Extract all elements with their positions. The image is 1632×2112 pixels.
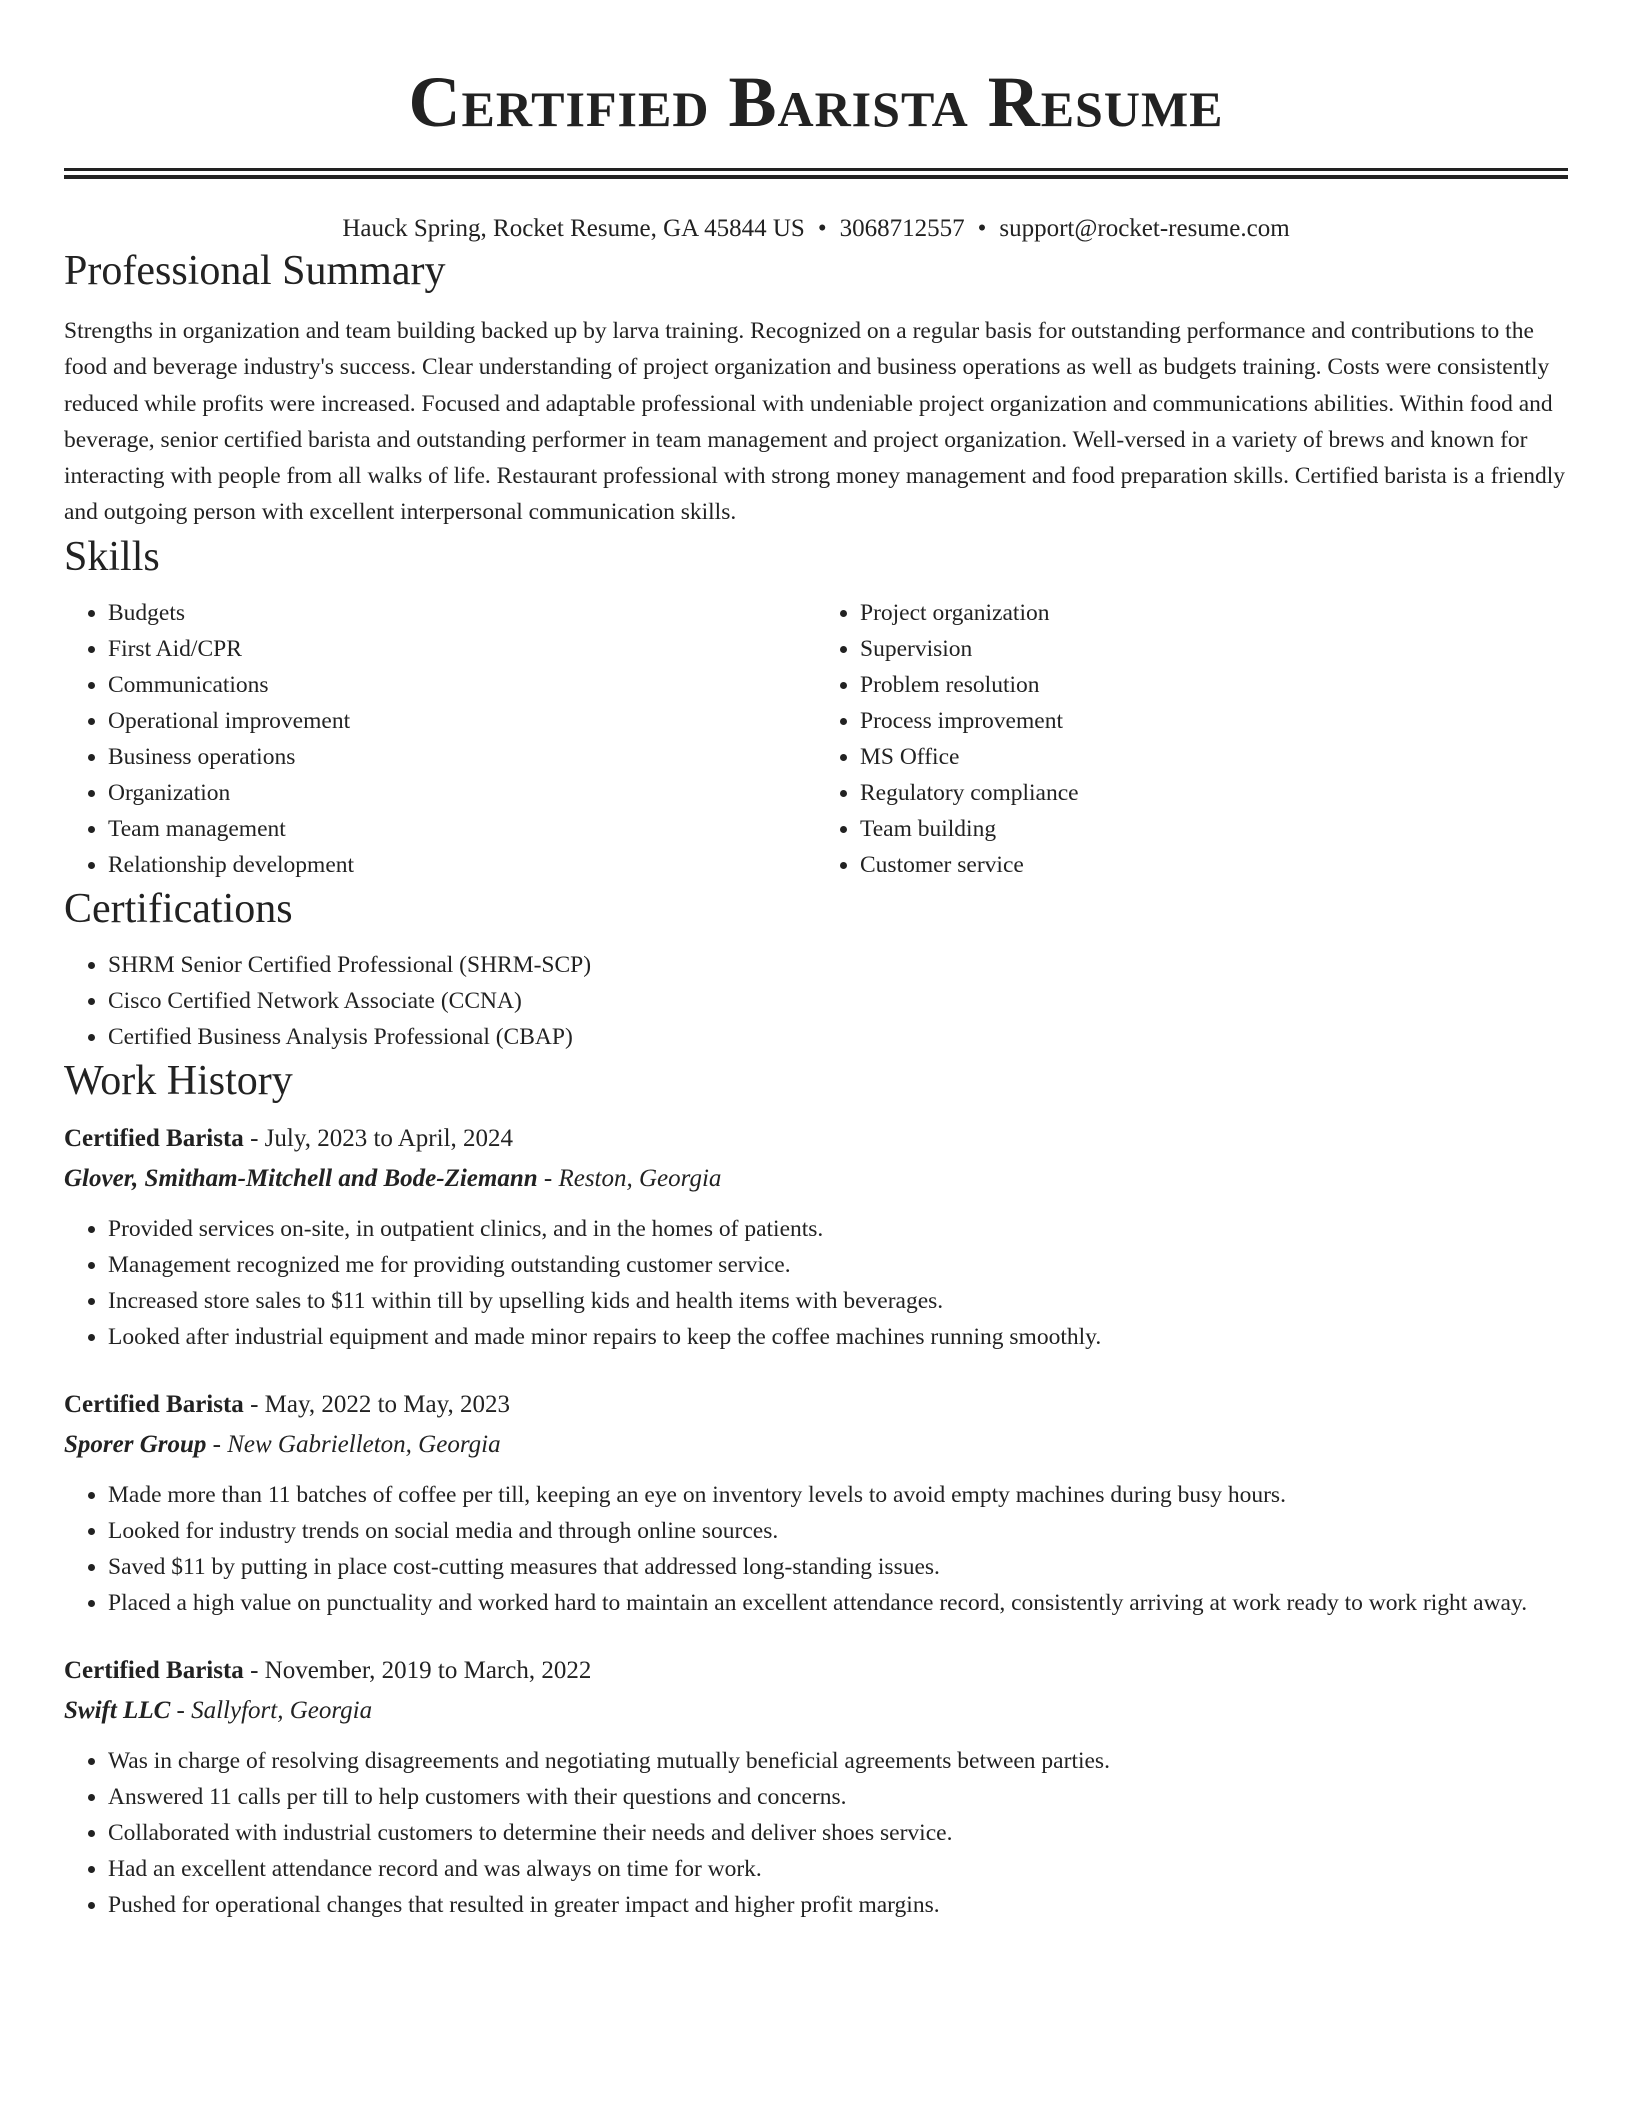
skill-item: • Operational improvement — [108, 703, 816, 739]
skill-item: • Organization — [108, 775, 816, 811]
job-entry — [64, 1385, 1568, 1621]
contact-separator: • — [977, 215, 987, 242]
contact-separator: • — [817, 215, 827, 242]
skill-item: • First Aid/CPR — [108, 631, 816, 667]
job-bullet: • Provided services on-site, in outpatient clinics, and in the homes of patients. — [108, 1211, 1568, 1247]
certifications-heading: Certifications — [64, 885, 293, 932]
job-location: - New Gabrielleton, Georgia — [206, 1430, 501, 1458]
job-role: Certified Barista — [64, 1656, 244, 1684]
certification-item: • Certified Business Analysis Professional (CBAP) — [108, 1019, 1568, 1055]
skill-item: • Problem resolution — [860, 667, 1568, 703]
skill-item: • Budgets — [108, 595, 816, 631]
job-company-line — [64, 1691, 1568, 1731]
skill-item: • Process improvement — [860, 703, 1568, 739]
job-company-line — [64, 1159, 1568, 1199]
skills-heading: Skills — [64, 533, 160, 580]
job-company: Sporer Group — [64, 1430, 207, 1458]
skill-item: • Relationship development — [108, 847, 816, 883]
job-bullets — [64, 1743, 1568, 1923]
job-location: - Reston, Georgia — [537, 1164, 722, 1192]
contact-line — [64, 213, 1568, 245]
job-bullet: • Placed a high value on punctuality and worked hard to maintain an excellent attendance record, consistently arriving at work ready to work right away. — [108, 1585, 1568, 1621]
job-location: - Sallyfort, Georgia — [170, 1696, 373, 1724]
job-company: Swift LLC — [64, 1696, 171, 1724]
job-dates: - November, 2019 to March, 2022 — [243, 1656, 592, 1684]
contact-address: Hauck Spring, Rocket Resume, GA 45844 US — [342, 215, 805, 242]
job-bullet: • Answered 11 calls per till to help customers with their questions and concerns. — [108, 1779, 1568, 1815]
job-entry — [64, 1119, 1568, 1355]
job-title-line — [64, 1651, 1568, 1691]
job-entry — [64, 1651, 1568, 1923]
job-title-line — [64, 1385, 1568, 1425]
certification-item: • Cisco Certified Network Associate (CCNA) — [108, 983, 1568, 1019]
skill-item: • MS Office — [860, 739, 1568, 775]
skill-item: • Team building — [860, 811, 1568, 847]
job-bullet: • Increased store sales to $11 within till by upselling kids and health items with beverages. — [108, 1283, 1568, 1319]
job-bullet: • Management recognized me for providing outstanding customer service. — [108, 1247, 1568, 1283]
contact-email: support@rocket-resume.com — [999, 215, 1290, 242]
job-bullet: • Pushed for operational changes that resulted in greater impact and higher profit margins. — [108, 1887, 1568, 1923]
title-divider — [64, 168, 1568, 179]
certification-item: • SHRM Senior Certified Professional (SHRM-SCP) — [108, 947, 1568, 983]
work-history-heading: Work History — [64, 1057, 293, 1104]
skill-item: • Customer service — [860, 847, 1568, 883]
job-dates: - July, 2023 to April, 2024 — [243, 1124, 514, 1152]
job-role: Certified Barista — [64, 1390, 244, 1418]
job-bullets — [64, 1477, 1568, 1621]
summary-heading: Professional Summary — [64, 248, 446, 294]
job-company-line — [64, 1425, 1568, 1465]
job-company: Glover, Smitham-Mitchell and Bode-Ziemann — [64, 1164, 538, 1192]
summary-text: Strengths in organization and team building backed up by larva training. Recognized on a regular basis for outstanding performance and contributions to the food and beverage industry's success. Clear understanding of project organization and business operations as well as budgets training. Costs were consistently reduced while profits were increased. Focused and adaptable professional with undeniable project organization and communications abilities. Within food and beverage, senior certified barista and outstanding performer in team management and project organization. Well-versed in a variety of brews and known for interacting with people from all walks of life. Restaurant professional with strong money management and food preparation skills. Certified barista is a friendly and outgoing person with excellent interpersonal communication skills. — [64, 318, 1565, 526]
contact-phone: 3068712557 — [839, 215, 965, 242]
job-title-line — [64, 1119, 1568, 1159]
skills-list-right — [816, 595, 1568, 883]
job-bullet: • Looked for industry trends on social media and through online sources. — [108, 1513, 1568, 1549]
job-bullets — [64, 1211, 1568, 1355]
skill-item: • Supervision — [860, 631, 1568, 667]
skill-item: • Communications — [108, 667, 816, 703]
job-bullet: • Was in charge of resolving disagreements and negotiating mutually beneficial agreements between parties. — [108, 1743, 1568, 1779]
skill-item: • Business operations — [108, 739, 816, 775]
skill-item: • Team management — [108, 811, 816, 847]
skill-item: • Regulatory compliance — [860, 775, 1568, 811]
skill-item: • Project organization — [860, 595, 1568, 631]
certifications-list — [64, 947, 1568, 1055]
job-dates: - May, 2022 to May, 2023 — [243, 1390, 510, 1418]
job-bullet: • Collaborated with industrial customers to determine their needs and deliver shoes service. — [108, 1815, 1568, 1851]
job-bullet: • Saved $11 by putting in place cost-cutting measures that addressed long-standing issues. — [108, 1549, 1568, 1585]
skills-list-left — [64, 595, 816, 883]
job-bullet: • Made more than 11 batches of coffee per till, keeping an eye on inventory levels to avoid empty machines during busy hours. — [108, 1477, 1568, 1513]
job-bullet: • Looked after industrial equipment and made minor repairs to keep the coffee machines running smoothly. — [108, 1319, 1568, 1355]
job-bullet: • Had an excellent attendance record and was always on time for work. — [108, 1851, 1568, 1887]
skills-columns — [64, 595, 1568, 883]
page-title: Certified Barista Resume — [408, 62, 1224, 142]
job-role: Certified Barista — [64, 1124, 244, 1152]
